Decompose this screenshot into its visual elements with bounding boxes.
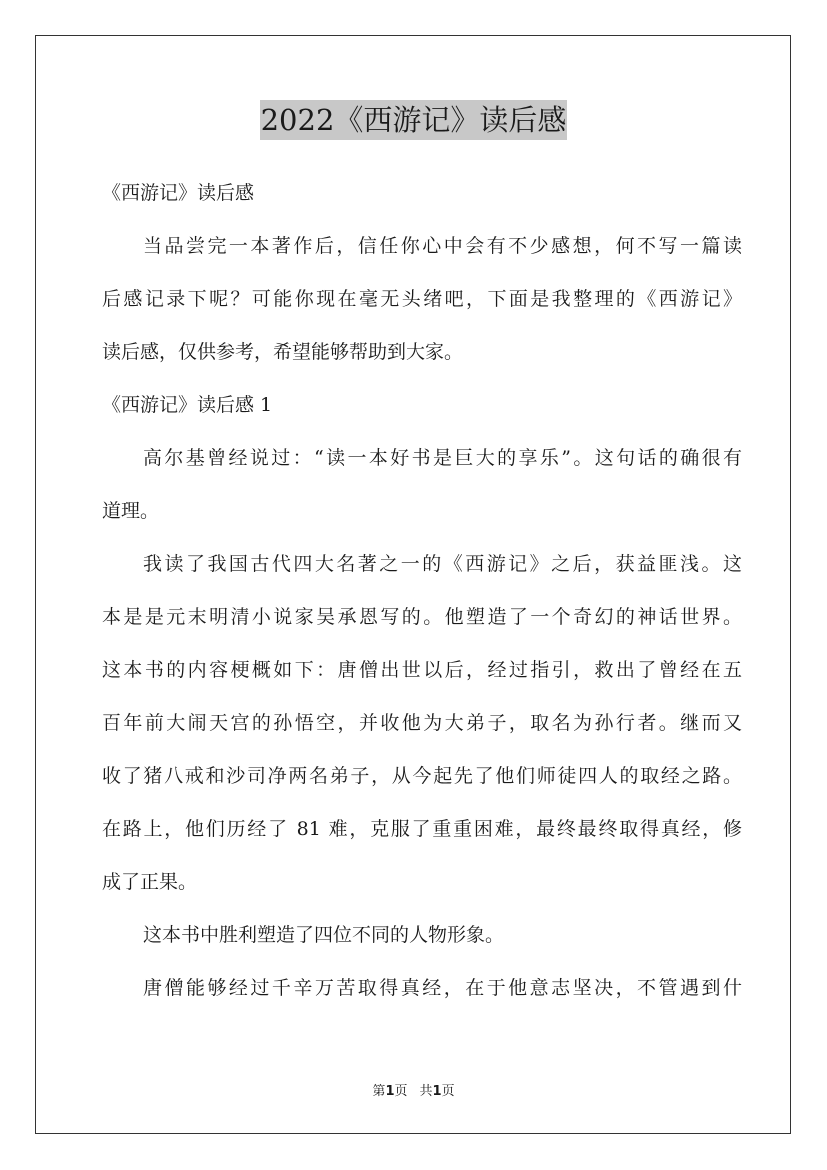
paragraph-line: 百年前大闹天宫的孙悟空，并收他为大弟子，取名为孙行者。继而又	[102, 712, 742, 734]
paragraph-line: 这本书中胜利塑造了四位不同的人物形象。	[143, 924, 505, 946]
paragraph-line: 当品尝完一本著作后，信任你心中会有不少感想，何不写一篇读	[143, 235, 742, 257]
paragraph-line: 唐僧能够经过千辛万苦取得真经，在于他意志坚决，不管遇到什	[143, 977, 742, 999]
paragraph-line: 高尔基曾经说过：“读一本好书是巨大的享乐”。这句话的确很有	[143, 447, 742, 469]
paragraph-line: 读后感，仅供参考，希望能够帮助到大家。	[102, 341, 464, 363]
section-heading: 《西游记》读后感	[102, 182, 255, 204]
document-body	[102, 167, 742, 1015]
paragraph-line: 成了正果。	[102, 871, 198, 893]
paragraph-line: 本是是元末明清小说家吴承恩写的。他塑造了一个奇幻的神话世界。	[102, 606, 742, 628]
total-pages-number: 1	[432, 1084, 442, 1099]
total-pages-prefix: 共	[419, 1084, 433, 1099]
paragraph-line: 在路上，他们历经了 81 难，克服了重重困难，最终最终取得真经，修	[102, 818, 742, 840]
current-page-number: 1	[385, 1084, 395, 1099]
total-pages-suffix: 页	[441, 1084, 455, 1099]
paragraph-line: 收了猪八戒和沙司净两名弟子，从今起先了他们师徒四人的取经之路。	[102, 765, 742, 787]
page-number-prefix: 第	[372, 1084, 386, 1099]
section-heading: 《西游记》读后感 1	[102, 394, 273, 416]
paragraph-line: 我读了我国古代四大名著之一的《西游记》之后，获益匪浅。这	[143, 553, 742, 575]
page-footer	[0, 1083, 827, 1101]
paragraph-line: 这本书的内容梗概如下：唐僧出世以后，经过指引，救出了曾经在五	[102, 659, 742, 681]
title-container	[0, 100, 827, 140]
page-number-suffix: 页	[394, 1084, 408, 1099]
document-title: 2022《西游记》读后感	[260, 100, 568, 140]
paragraph-line: 道理。	[102, 500, 160, 522]
paragraph-line: 后感记录下呢？可能你现在毫无头绪吧，下面是我整理的《西游记》	[102, 288, 742, 310]
